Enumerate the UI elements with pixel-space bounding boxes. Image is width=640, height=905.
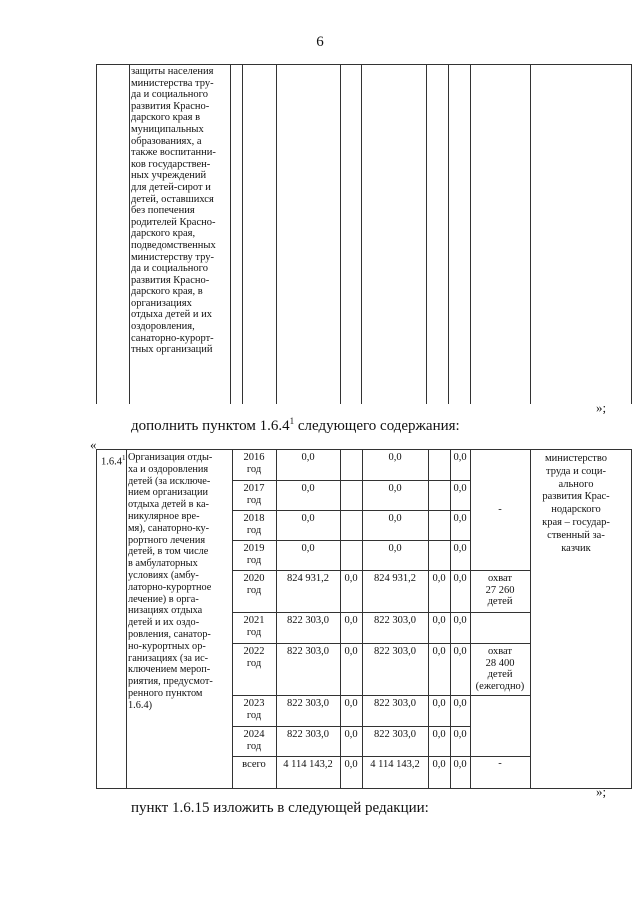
- year-label: 2016: [243, 452, 265, 463]
- description-line: детей, оставшихся: [131, 193, 214, 205]
- amount-cell: 0,0: [453, 543, 467, 554]
- result-2022: [471, 646, 529, 692]
- description-line: развития Красно-: [131, 100, 210, 112]
- year-cell: [233, 452, 275, 475]
- description-line: ных учреждений: [131, 170, 207, 182]
- amount-cell: 822 303,0: [287, 729, 329, 740]
- year-label: 2023: [243, 698, 265, 709]
- activity-name-line: риятия, предусмот-: [128, 676, 213, 688]
- description-line: министерства тру-: [131, 77, 214, 89]
- amount-cell: 0,0: [432, 759, 446, 770]
- description-line: ков государствен-: [131, 158, 211, 170]
- amount-cell: 0,0: [453, 573, 467, 584]
- executor: [530, 453, 622, 555]
- table1-closing-quote: »;: [596, 400, 607, 415]
- year-label: год: [246, 657, 262, 669]
- activity-name-line: латорно-курортное: [128, 581, 212, 593]
- amount-cell: 0,0: [453, 615, 467, 626]
- paragraph-text: дополнить пунктом 1.6.4: [131, 418, 290, 434]
- year-label: год: [246, 463, 262, 475]
- description-line: для детей-сирот и: [131, 181, 211, 193]
- activity-name-line: отдыха детей в ка-: [128, 499, 209, 511]
- executor-line: труда и соци-: [546, 465, 606, 477]
- activity-name-line: Организация отды-: [128, 452, 213, 463]
- year-label: год: [246, 709, 262, 721]
- item-number-text: 1.6.4: [101, 456, 122, 468]
- year-cell: [233, 483, 275, 506]
- amount-cell: 822 303,0: [374, 615, 416, 626]
- amount-cell: 0,0: [301, 513, 315, 524]
- year-cell: [233, 543, 275, 566]
- year-cell: [233, 646, 275, 669]
- year-label: 2022: [243, 646, 265, 657]
- year-cell: [233, 759, 275, 771]
- amount-cell: 0,0: [344, 646, 358, 657]
- activity-name-line: детей, в том числе: [128, 546, 209, 558]
- activity-name-line: ключением мероп-: [128, 664, 211, 676]
- open-quote: «: [90, 437, 97, 452]
- year-label: 2017: [243, 483, 265, 494]
- description-line: также воспитанни-: [131, 147, 216, 159]
- amount-cell: 0,0: [453, 729, 467, 740]
- amount-cell: 0,0: [453, 759, 467, 770]
- executor-line: ственный за-: [547, 529, 605, 541]
- activity-name-line: детей (за исключе-: [128, 475, 211, 487]
- activity-name-line: детей и их оздо-: [128, 617, 200, 629]
- description-line: отдыха детей и их: [131, 309, 212, 321]
- table2-closing-quote: »;: [596, 784, 607, 799]
- amount-cell: 0,0: [388, 483, 402, 494]
- superscript: 1: [289, 416, 295, 426]
- year-label: год: [246, 740, 262, 752]
- activity-name-line: нием организации: [128, 487, 208, 499]
- amount-cell: 0,0: [344, 615, 358, 626]
- activity-name-line: ха и оздоровления: [128, 463, 209, 475]
- result-2020-line: охват: [487, 573, 513, 584]
- description-line: родителей Красно-: [131, 216, 216, 228]
- year-label: год: [246, 554, 262, 566]
- page-number: 6: [316, 34, 324, 50]
- result-2022-line: детей: [487, 669, 513, 681]
- description-line: защиты населения: [131, 66, 214, 77]
- year-cell: [233, 573, 275, 596]
- description-line: подведомственных: [131, 239, 216, 251]
- executor-line: нодарского: [551, 504, 601, 516]
- amount-cell: 0,0: [453, 698, 467, 709]
- amount-cell: 0,0: [432, 615, 446, 626]
- description-line: дарского края,: [131, 228, 196, 240]
- activity-name-line: мя), санаторно-ку-: [128, 522, 210, 534]
- result-2022-line: (ежегодно): [475, 680, 525, 692]
- table1-description: [131, 66, 229, 356]
- activity-name-line: 1.6.4): [128, 699, 153, 711]
- amount-cell: 0,0: [432, 646, 446, 657]
- description-line: оздоровления,: [131, 321, 195, 333]
- description-line: муниципальных: [131, 123, 204, 135]
- amount-cell: 0,0: [344, 573, 358, 584]
- amount-cell: 0,0: [432, 698, 446, 709]
- amount-cell: 824 931,2: [374, 573, 416, 584]
- description-line: да и социального: [131, 263, 208, 275]
- activity-name-line: но-курортных ор-: [128, 640, 206, 652]
- amount-cell: 0,0: [301, 483, 315, 494]
- amount-cell: 0,0: [432, 573, 446, 584]
- executor-line: министерство: [544, 453, 608, 464]
- year-cell: [233, 615, 275, 638]
- result-2020-line: 27 260: [485, 584, 515, 596]
- year-label: год: [246, 494, 262, 506]
- activity-name-line: никулярное вре-: [128, 510, 200, 522]
- amount-cell: 4 114 143,2: [370, 759, 420, 770]
- description-line: без попечения: [131, 205, 195, 217]
- activity-name-line: условиях (амбу-: [128, 569, 199, 581]
- amount-cell: 0,0: [453, 646, 467, 657]
- activity-name-line: лечение) в орга-: [128, 593, 199, 605]
- activity-name-line: рортного лечения: [128, 534, 206, 546]
- description-line: да и социального: [131, 89, 208, 101]
- result-total: [471, 758, 529, 770]
- year-cell: [233, 729, 275, 752]
- activity-name-line: в амбулаторных: [128, 558, 198, 570]
- result-2020-line: детей: [487, 596, 513, 608]
- amount-cell: 0,0: [432, 729, 446, 740]
- amount-cell: 0,0: [388, 543, 402, 554]
- executor-line: края – государ-: [542, 516, 610, 528]
- amount-cell: 0,0: [344, 729, 358, 740]
- activity-name-line: низациях отдыха: [128, 605, 203, 617]
- amount-cell: 0,0: [453, 452, 467, 463]
- amount-cell: 824 931,2: [287, 573, 329, 584]
- amount-cell: 0,0: [453, 483, 467, 494]
- amount-cell: 822 303,0: [287, 646, 329, 657]
- year-label: 2021: [243, 615, 265, 626]
- amount-cell: 0,0: [388, 452, 402, 463]
- amount-cell: 822 303,0: [374, 646, 416, 657]
- result-2022-line: 28 400: [485, 657, 515, 669]
- amount-cell: 0,0: [301, 543, 315, 554]
- year-cell: [233, 698, 275, 721]
- activity-name-line: ренного пунктом: [128, 687, 203, 699]
- description-line: развития Красно-: [131, 274, 210, 286]
- result-2020: [471, 573, 529, 608]
- amount-cell: 0,0: [344, 698, 358, 709]
- activity-name: [128, 452, 230, 712]
- year-label: год: [246, 584, 262, 596]
- amount-cell: 4 114 143,2: [283, 759, 333, 770]
- executor-line: казчик: [561, 542, 591, 554]
- result-2022-line: охват: [487, 646, 513, 657]
- paragraph-edit-item: пункт 1.6.15 изложить в следующей редакции:: [131, 800, 429, 816]
- executor-line: развития Крас-: [542, 491, 610, 503]
- result-dash-line: -: [498, 504, 502, 515]
- description-line: дарского края в: [131, 112, 201, 124]
- description-line: министерству тру-: [131, 251, 214, 263]
- year-label: 2020: [243, 573, 265, 584]
- activity-name-line: ровления, санатор-: [128, 628, 211, 640]
- year-label: год: [246, 524, 262, 536]
- year-label: 2019: [243, 543, 265, 554]
- amount-cell: 0,0: [301, 452, 315, 463]
- description-line: организациях: [131, 297, 192, 309]
- year-label: 2024: [243, 729, 265, 740]
- year-cell: [233, 513, 275, 536]
- result-dash: [471, 504, 529, 516]
- amount-cell: 822 303,0: [374, 698, 416, 709]
- description-line: дарского края, в: [131, 286, 203, 298]
- activity-name-line: ганизациях (за ис-: [128, 652, 209, 664]
- amount-cell: 0,0: [344, 759, 358, 770]
- executor-line: ального: [558, 478, 594, 490]
- paragraph-text: следующего содержания:: [294, 418, 460, 434]
- year-label: всего: [242, 759, 266, 770]
- amount-cell: 0,0: [453, 513, 467, 524]
- description-line: санаторно-курорт-: [131, 332, 214, 344]
- superscript: 1: [122, 454, 126, 462]
- amount-cell: 822 303,0: [287, 615, 329, 626]
- amount-cell: 0,0: [388, 513, 402, 524]
- item-number: [101, 454, 126, 468]
- paragraph-add-item: [131, 416, 460, 435]
- amount-cell: 822 303,0: [374, 729, 416, 740]
- amount-cell: 822 303,0: [287, 698, 329, 709]
- year-label: 2018: [243, 513, 265, 524]
- description-line: образованиях, а: [131, 135, 202, 147]
- description-line: тных организаций: [131, 344, 213, 356]
- result-total-line: -: [498, 758, 502, 769]
- year-label: год: [246, 626, 262, 638]
